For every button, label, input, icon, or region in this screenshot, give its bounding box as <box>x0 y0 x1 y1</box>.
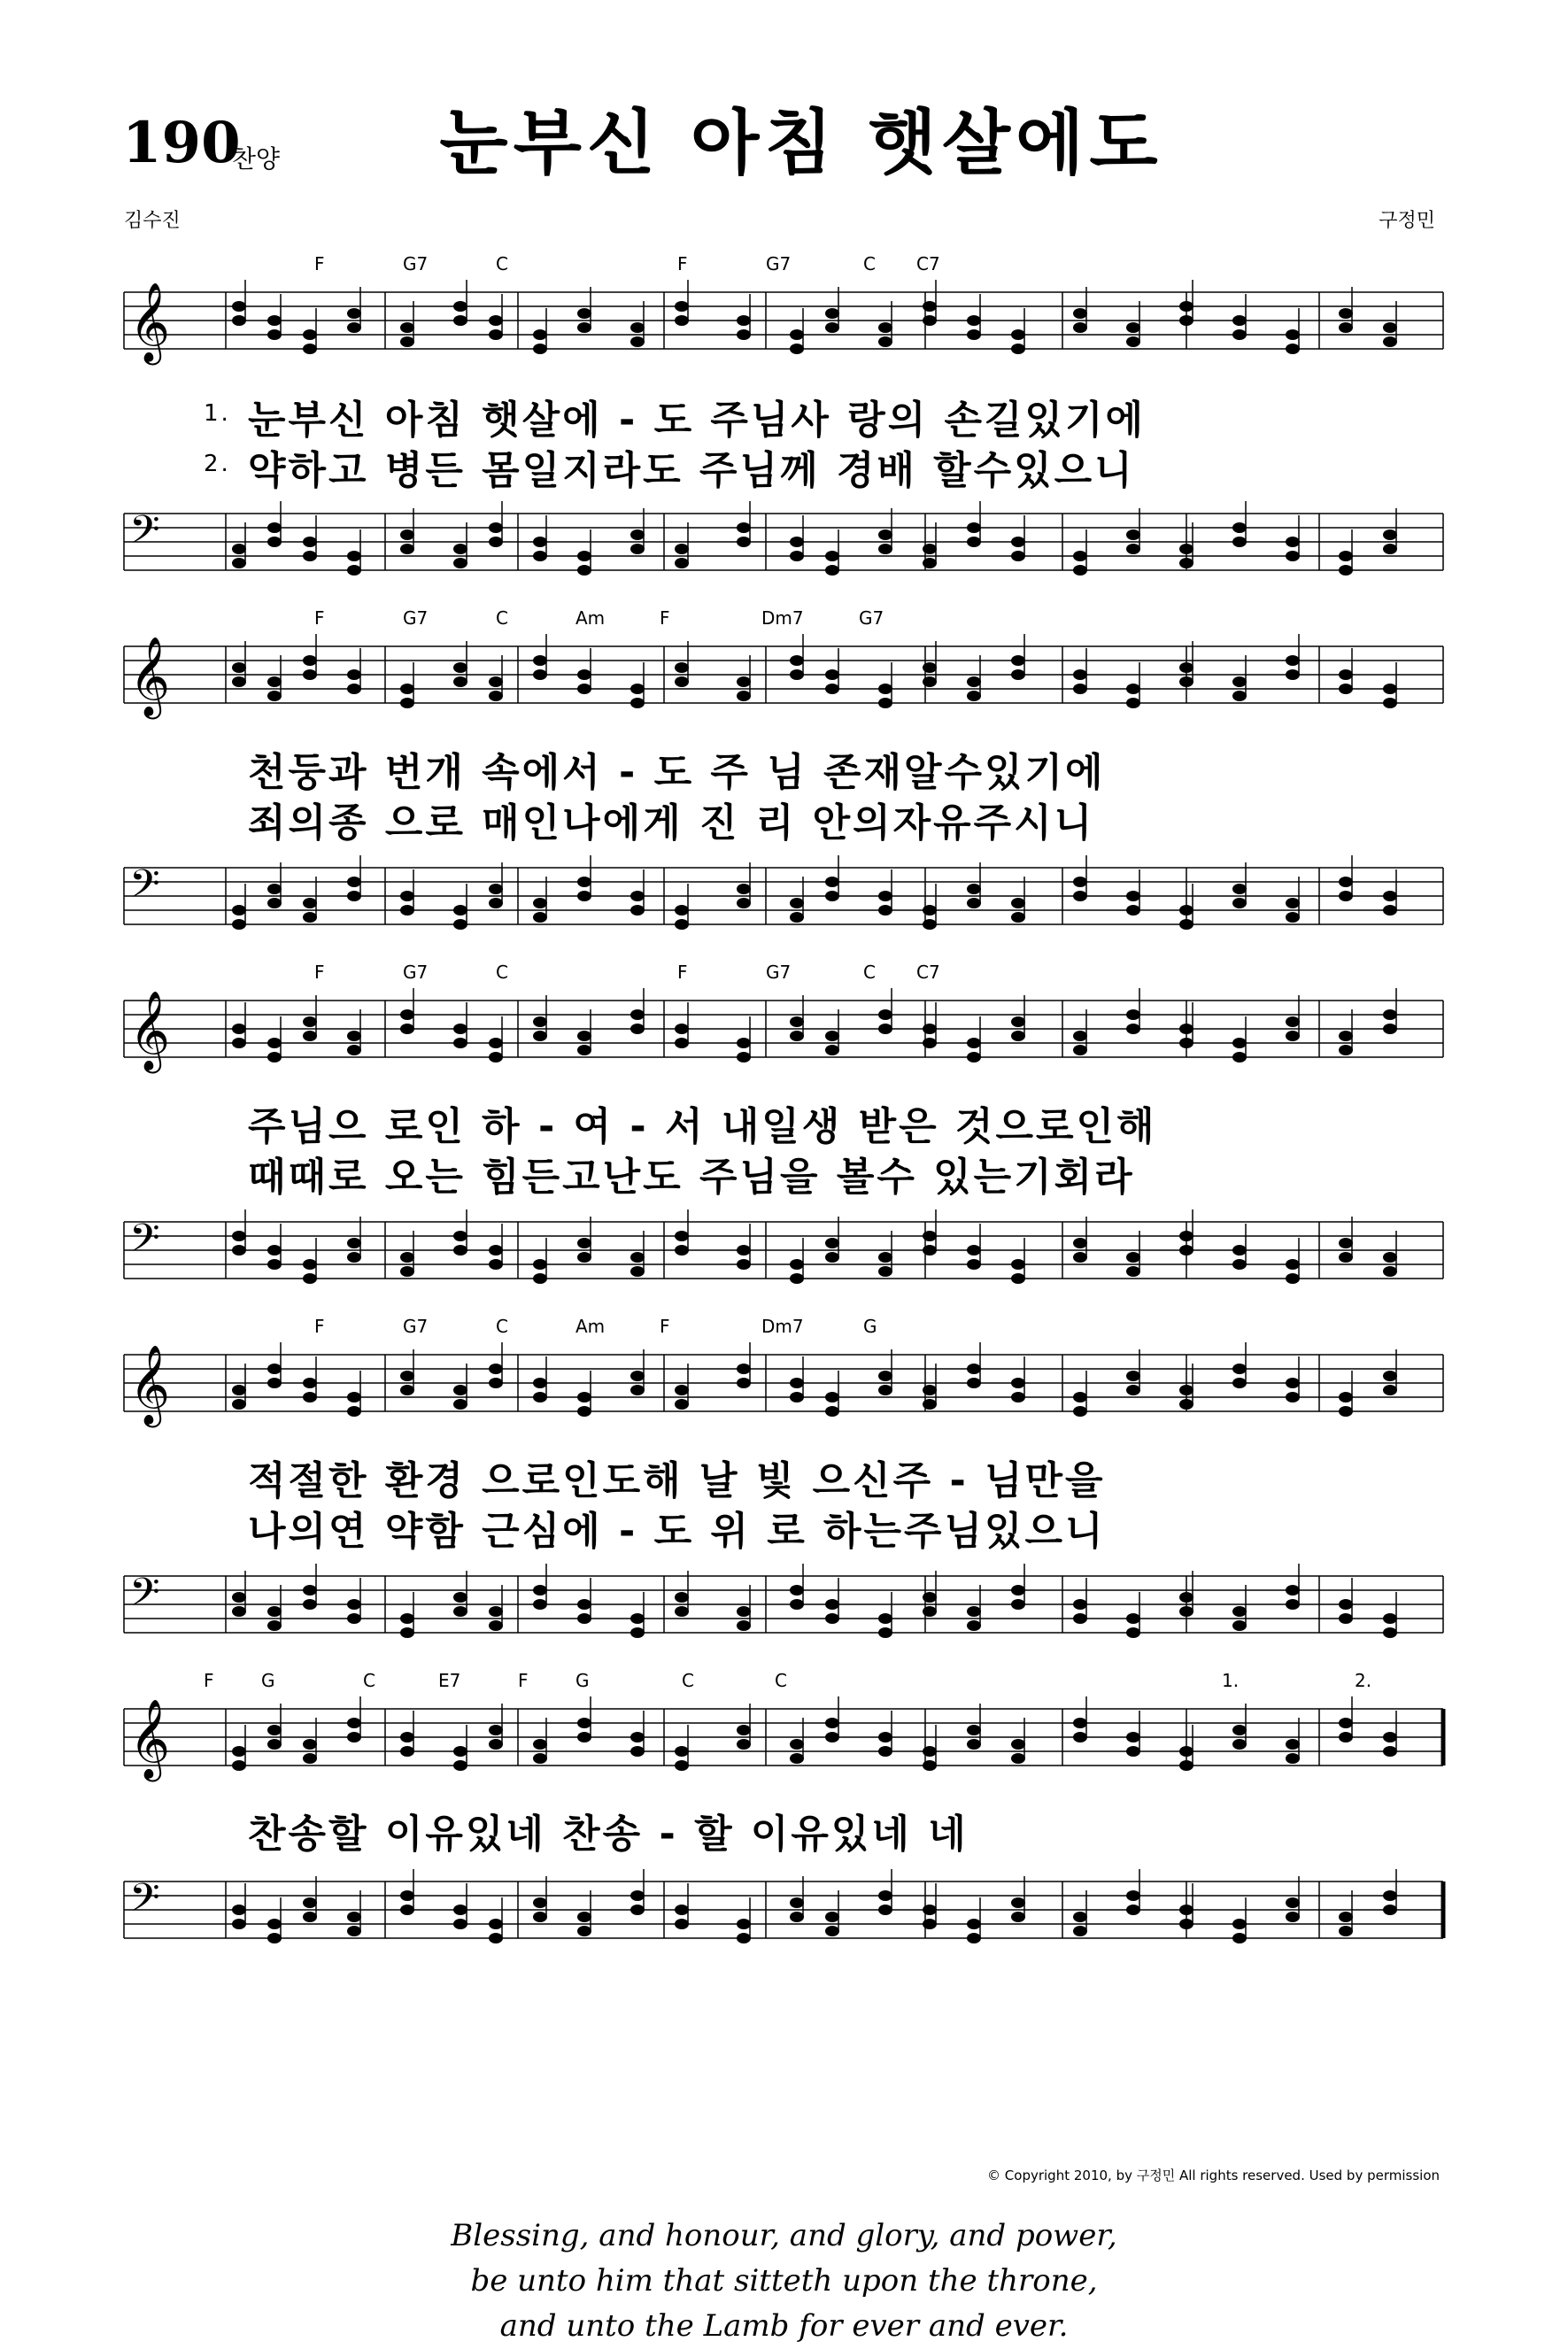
lyric-line <box>204 1449 1470 1505</box>
notes <box>232 1209 1397 1284</box>
lyric-text: 눈부신 아침 햇살에 - 도 주님사 랑의 손길있기에 <box>248 398 1147 443</box>
verse-number <box>204 1094 239 1151</box>
chord-symbol: F <box>677 253 688 274</box>
verse-number <box>204 1802 239 1858</box>
volta-ending: 2. <box>1355 1670 1372 1691</box>
lyric-text: 천둥과 번개 속에서 - 도 주 님 존재알수있기에 <box>248 750 1106 795</box>
bass-clef-icon: 𝄢 <box>129 1569 160 1625</box>
lyric-text: 찬송할 이유있네 찬송 - 할 이유있네 네 <box>248 1812 969 1857</box>
lyric-line <box>204 438 1470 495</box>
scripture-verse <box>0 2214 1568 2349</box>
chord-symbol: C <box>496 1316 508 1337</box>
bass-staff <box>124 496 1443 593</box>
lyric-text: 죄의종 으로 매인나에게 진 리 안의자유주시니 <box>248 800 1095 846</box>
treble-clef-icon: 𝄞 <box>129 991 171 1070</box>
notes <box>232 1342 1397 1417</box>
chord-symbol: Am <box>575 1316 606 1337</box>
bass-clef-icon: 𝄢 <box>129 1874 160 1930</box>
music-system <box>124 1670 1443 2019</box>
chord-symbol: C7 <box>916 962 940 983</box>
chord-symbol: F <box>314 607 325 629</box>
treble-clef-icon: 𝄞 <box>129 1345 171 1425</box>
verse-line: be unto him that sitteth upon the throne, <box>470 2263 1098 2299</box>
notes <box>232 1696 1397 1771</box>
notes <box>232 501 1397 576</box>
chord-symbol: G <box>575 1670 590 1691</box>
lyric-text: 때때로 오는 힘든고난도 주님을 볼수 있는기회라 <box>248 1155 1135 1200</box>
chord-symbol: F <box>518 1670 529 1691</box>
notes <box>232 280 1397 354</box>
verse-number <box>204 1449 239 1505</box>
lyric-text: 적절한 환경 으로인도해 날 빛 으신주 - 님만을 <box>248 1458 1106 1503</box>
verse-line: Blessing, and honour, and glory, and power, <box>451 2218 1117 2253</box>
chord-symbol: C <box>682 1670 694 1691</box>
chord-symbol: F <box>204 1670 214 1691</box>
hymn-number: 190 <box>122 110 241 176</box>
chord-symbol: F <box>314 253 325 274</box>
bass-staff <box>124 1558 1443 1656</box>
chord-symbol: F <box>677 962 688 983</box>
chord-symbol: Dm7 <box>761 1316 804 1337</box>
chord-symbol: G <box>863 1316 877 1337</box>
chord-symbol: Am <box>575 607 606 629</box>
notes <box>232 855 1397 930</box>
chord-symbol: F <box>314 1316 325 1337</box>
lyric-text: 약하고 병든 몸일지라도 주님께 경배 할수있으니 <box>248 448 1135 493</box>
chord-symbol: C <box>863 962 876 983</box>
notes <box>232 1564 1397 1638</box>
treble-clef-icon: 𝄞 <box>129 637 171 716</box>
notes <box>232 1869 1397 1943</box>
chord-symbol: G7 <box>766 253 792 274</box>
chord-symbol: G7 <box>403 962 429 983</box>
lyric-line <box>204 791 1470 847</box>
treble-staff <box>124 1691 1443 1789</box>
verse-number: 2. <box>204 451 231 477</box>
music-system <box>124 253 1443 602</box>
treble-staff <box>124 983 1443 1080</box>
lyric-text: 주님으 로인 하 - 여 - 서 내일생 받은 것으로인해 <box>248 1104 1157 1149</box>
verse-number <box>204 1145 239 1202</box>
bass-staff <box>124 1864 1443 1961</box>
chord-symbol: C <box>496 253 508 274</box>
lyric-line <box>204 388 1470 444</box>
verse-number <box>204 740 239 797</box>
verse-line: and unto the Lamb for ever and ever. <box>499 2308 1069 2344</box>
treble-clef-icon: 𝄞 <box>129 1699 171 1779</box>
lyric-line <box>204 1094 1470 1151</box>
lyric-line <box>204 740 1470 797</box>
chord-symbol: F <box>314 962 325 983</box>
lyric-text: 나의연 약함 근심에 - 도 위 로 하는주님있으니 <box>248 1509 1106 1554</box>
music-system <box>124 962 1443 1310</box>
notes <box>232 988 1397 1062</box>
chord-symbol: C <box>863 253 876 274</box>
chord-symbol: C <box>363 1670 375 1691</box>
chord-symbol: F <box>660 1316 670 1337</box>
bass-clef-icon: 𝄢 <box>129 506 160 562</box>
bass-clef-icon: 𝄢 <box>129 1215 160 1271</box>
music-system <box>124 607 1443 956</box>
hymn-title: 눈부신 아침 햇살에도 <box>439 102 1163 184</box>
chord-symbol: G7 <box>403 253 429 274</box>
chord-symbol: C7 <box>916 253 940 274</box>
bass-staff <box>124 850 1443 947</box>
lyric-line <box>204 1802 1470 1858</box>
chord-symbol: G <box>261 1670 275 1691</box>
chord-symbol: G7 <box>403 607 429 629</box>
chord-symbol: G7 <box>403 1316 429 1337</box>
chord-symbol: E7 <box>438 1670 461 1691</box>
bass-staff <box>124 1204 1443 1302</box>
lyricist: 김수진 <box>124 210 181 232</box>
copyright: © Copyright 2010, by 구정민 All rights reserved. Used by permission <box>987 2167 1440 2183</box>
verse-number: 1. <box>204 400 231 427</box>
volta-ending: 1. <box>1222 1670 1240 1691</box>
chord-symbol: G7 <box>766 962 792 983</box>
chord-symbol: C <box>775 1670 787 1691</box>
treble-staff <box>124 274 1443 372</box>
chord-symbol: C <box>496 607 508 629</box>
lyric-line <box>204 1145 1470 1202</box>
composer: 구정민 <box>1379 210 1435 232</box>
bass-clef-icon: 𝄢 <box>129 861 160 916</box>
chord-symbol: Dm7 <box>761 607 804 629</box>
treble-staff <box>124 629 1443 726</box>
notes <box>232 634 1397 708</box>
chord-symbol: G7 <box>859 607 884 629</box>
lyric-line <box>204 1499 1470 1556</box>
verse-number <box>204 791 239 847</box>
chord-symbol: F <box>660 607 670 629</box>
music-system <box>124 1316 1443 1665</box>
chord-symbol: C <box>496 962 508 983</box>
treble-clef-icon: 𝄞 <box>129 282 171 362</box>
verse-number <box>204 1499 239 1556</box>
treble-staff <box>124 1337 1443 1434</box>
hymn-category: 찬양 <box>232 144 281 174</box>
